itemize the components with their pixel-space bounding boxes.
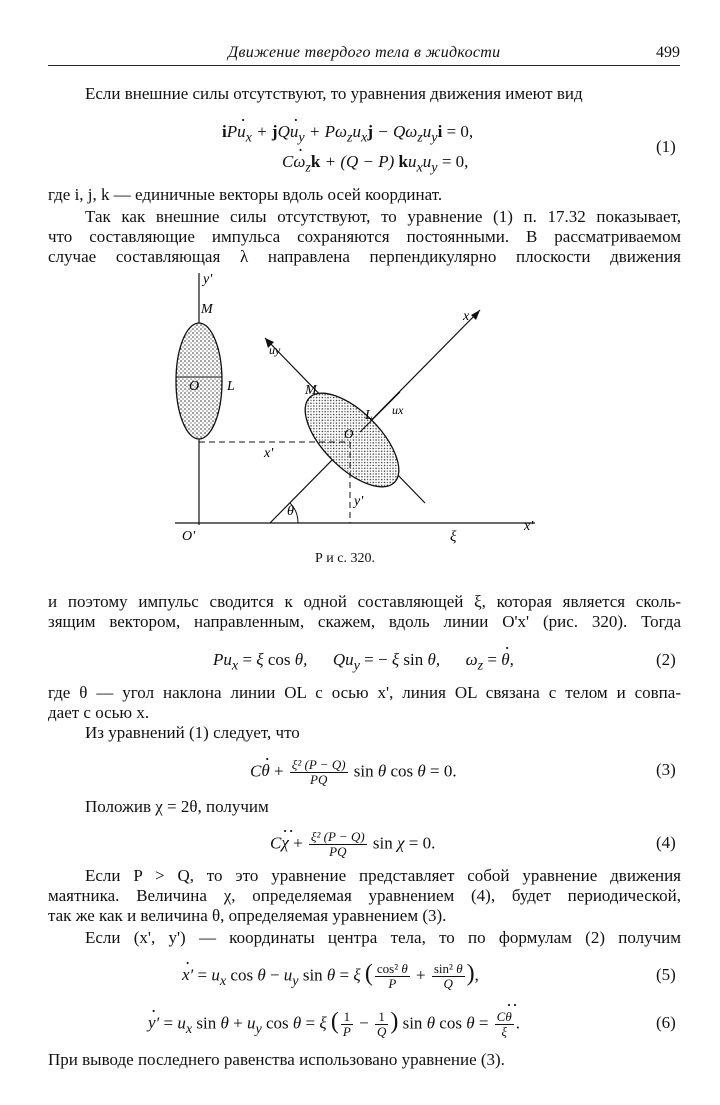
label-xi: ξ bbox=[450, 529, 457, 545]
paragraph-1-line-1: Если внешние силы отсутствуют, то уравнения движения имеют вид bbox=[85, 84, 583, 103]
paragraph-6-line-1: Из уравнений (1) следует, что bbox=[85, 723, 300, 742]
paragraph-9-line-1: Если (x', y') — координаты центра тела, то по формулам (2) получим bbox=[85, 928, 681, 947]
label-O-prime: O' bbox=[182, 529, 196, 544]
equation-4: Cχ ·· + $\frac{\text{ξ² (P − Q)}}{PQ}$ sin χ = 0. bbox=[270, 830, 435, 859]
equation-1-line-2: $C\omega \cdot_zk + (Q - P) ku_xu_y = 0$, bbox=[282, 152, 468, 177]
paragraph-7-line-1: Положив χ = 2θ, получим bbox=[85, 797, 269, 816]
paragraph-3-line-1: Так как внешние силы отсутствуют, то уравнение (1) п. 17.32 показывает, bbox=[85, 207, 681, 226]
header-rule bbox=[48, 65, 680, 66]
paragraph-4-line-1: и поэтому импульс сводится к одной составляющей ξ, которая является сколь- bbox=[48, 592, 681, 611]
label-O-left: O bbox=[189, 379, 200, 394]
paragraph-5-line-1: где θ — угол наклона линии OL с осью x', линия OL связана с телом и совпа- bbox=[48, 683, 681, 702]
equation-5-number: (5) bbox=[656, 965, 676, 984]
equation-6-number: (6) bbox=[656, 1013, 676, 1032]
label-y-prime-dash: y' bbox=[354, 494, 364, 509]
equation-1-line-1: iPu $\cdot_x$ + jQu $\cdot_y + P\omega_zu_xj - Q\omega_zu_yi = 0$, bbox=[222, 122, 473, 147]
paragraph-10-line-1: При выводе последнего равенства использовано уравнение (3). bbox=[48, 1050, 505, 1069]
paragraph-8-line-2: маятника. Величина χ, определяемая уравнением (4), будет периодической, bbox=[48, 886, 681, 905]
label-M-left: M bbox=[201, 302, 213, 317]
label-x-prime-axis: x' bbox=[524, 519, 534, 534]
equation-6: y ·′ = $u_x$ $\sin \theta + u_y$ cos θ = ξ ( $\frac{1}{P}$ − $\frac{1}{Q}$ ) sin θ cos θ = $\frac{C\theta \cdot\cdot}{\xi}$ . bbox=[148, 1010, 520, 1039]
equation-3-number: (3) bbox=[656, 760, 676, 779]
figure-320 bbox=[160, 268, 560, 548]
label-y-prime: y' bbox=[203, 272, 213, 287]
paragraph-3-line-3: случае составляющая λ направлена перпендикулярно плоскости движения bbox=[48, 247, 681, 266]
header-title: Движение твердого тела в жидкости bbox=[228, 44, 501, 61]
equation-5: x ·′ = $u_x$ $\cos \theta - u_y$ sin θ = ξ ( $\frac{\text{cos² θ}}{P}$ + $\frac{\text{sin² θ}}{Q}$ ), bbox=[182, 962, 479, 991]
page-number: 499 bbox=[656, 44, 680, 61]
label-M-right: M bbox=[305, 383, 317, 398]
label-L-left: L bbox=[227, 379, 235, 394]
label-x-prime-dash: x' bbox=[264, 446, 274, 461]
label-x-axis: x bbox=[463, 309, 470, 324]
equation-2-number: (2) bbox=[656, 650, 676, 669]
label-O-right: O bbox=[344, 426, 354, 441]
equation-3: Cθ · + $\frac{\text{ξ² (P − Q)}}{PQ}$ sin θ cos θ = 0. bbox=[250, 758, 457, 787]
label-L-right: L bbox=[365, 408, 373, 423]
equation-2: $Pu_x = \xi$ cos θ, $Qu_y$ = − ξ sin θ, $\omega_z = \theta$ ·, bbox=[213, 650, 514, 675]
label-theta: θ bbox=[287, 504, 294, 519]
paragraph-8-line-1: Если P > Q, то это уравнение представляет собой уравнение движения bbox=[85, 866, 681, 885]
paragraph-4-line-2: зящим вектором, направленным, скажем, вдоль линии O'x' (рис. 320). Тогда bbox=[48, 612, 681, 631]
paragraph-8-line-3: так же как и величина θ, определяемая уравнением (3). bbox=[48, 906, 447, 925]
paragraph-3-line-2: что составляющие импульса сохраняются постоянными. В рассматриваемом bbox=[48, 227, 681, 246]
paragraph-5-line-2: дает с осью x. bbox=[48, 703, 150, 722]
figure-caption: Р и с. 320. bbox=[315, 551, 375, 566]
label-u-x: ux bbox=[392, 403, 404, 417]
paragraph-2-line-1: где i, j, k — единичные векторы вдоль осей координат. bbox=[48, 185, 443, 204]
equation-1-number: (1) bbox=[656, 137, 676, 156]
running-header bbox=[48, 44, 680, 66]
label-u-y: uy bbox=[269, 343, 281, 357]
equation-4-number: (4) bbox=[656, 833, 676, 852]
